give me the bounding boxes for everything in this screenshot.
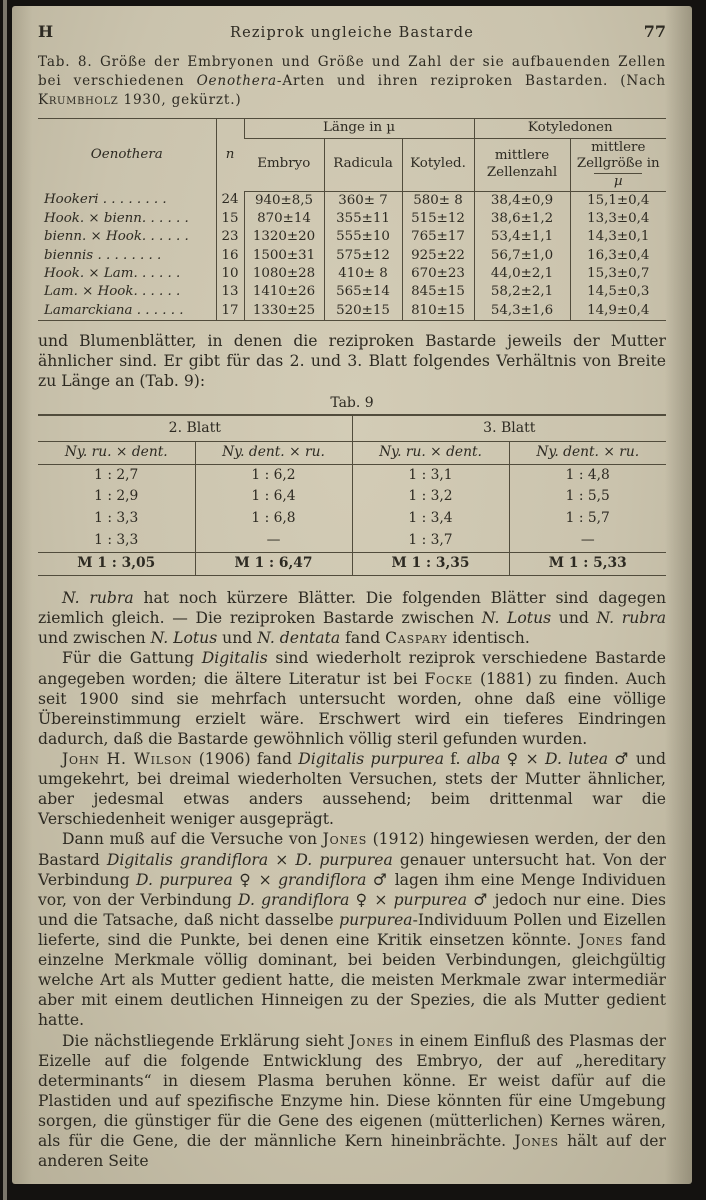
ratio-cell: 1 : 5,5 <box>509 486 666 508</box>
col-header-kotyled: Kotyled. <box>402 138 474 191</box>
ratio-cell: 1 : 3,4 <box>352 508 509 530</box>
signature-mark: H <box>38 22 54 41</box>
paragraph-rubra: N. rubra hat noch kürzere Blätter. Die folgenden Blätter sind dagegen ziemlich gleich. — Die reziproken Bastarde zwischen N. Lotus und N. rubra und zwischen N. Lotus und N. dentata fand Caspary identisch. <box>38 589 667 648</box>
mean-cell: M 1 : 3,35 <box>352 553 509 576</box>
radicula-cell: 575±12 <box>324 247 402 265</box>
radicula-cell: 520±15 <box>324 302 402 321</box>
tab9-label: Tab. 9 <box>330 395 374 412</box>
running-title: Reziprok ungleiche Bastarde <box>230 25 474 41</box>
col-header-oenothera: Oenothera <box>90 147 163 163</box>
table-row <box>38 210 666 228</box>
col-group-laenge: Länge in µ <box>244 119 474 138</box>
col-header-zellgroesse-label: mittlere Zellgröße in <box>576 139 660 171</box>
zellgroesse-cell: 14,5±0,3 <box>570 283 666 301</box>
table-row <box>38 228 666 246</box>
col-header-n: n <box>216 119 244 191</box>
n-cell: 15 <box>216 210 244 228</box>
radicula-cell: 555±10 <box>324 228 402 246</box>
table-row <box>38 191 666 210</box>
col-group-blatt-2: 2. Blatt <box>38 415 352 441</box>
ratio-cell: 1 : 6,8 <box>195 508 352 530</box>
tab9-header-row-1 <box>38 415 666 441</box>
col-header-dent-ru-2: Ny. dent. × ru. <box>195 441 352 464</box>
ratio-cell: 1 : 5,7 <box>509 508 666 530</box>
ratio-cell: 1 : 6,4 <box>195 486 352 508</box>
zellgroesse-cell: 15,1±0,4 <box>570 191 666 210</box>
mean-cell: M 1 : 6,47 <box>195 553 352 576</box>
paragraph-continuation: und Blumenblätter, in denen die reziproken Bastarde jeweils der Mutter ähnlicher sind. Er gibt für das 2. und 3. Blatt folgendes Verhältnis von Breite zu Länge an (Tab. 9): <box>38 332 666 391</box>
zellenzahl-cell: 44,0±2,1 <box>474 265 570 283</box>
mean-cell: M 1 : 5,33 <box>509 553 666 576</box>
col-group-kotyledonen: Kotyledonen <box>474 119 666 138</box>
running-head <box>38 22 666 41</box>
col-header-ru-dent-3: Ny. ru. × dent. <box>352 441 509 464</box>
col-group-blatt-3: 3. Blatt <box>352 415 666 441</box>
ratio-cell: 1 : 3,1 <box>352 464 509 486</box>
zellgroesse-cell: 16,3±0,4 <box>570 247 666 265</box>
kotyled-cell: 515±12 <box>402 210 474 228</box>
mean-cell: M 1 : 3,05 <box>38 553 195 576</box>
n-cell: 24 <box>216 191 244 210</box>
species-cell: Lam. × Hook. . . . . . <box>44 284 181 300</box>
radicula-cell: 355±11 <box>324 210 402 228</box>
paragraph-digitalis: Für die Gattung Digitalis sind wiederholt reziprok verschiedene Bastarde angegeben worden; die ältere Literatur ist bei Focke (1881) zu finden. Auch seit 1900 sind sie mehrfach untersucht worden, ohne daß eine völlige Übereinstimmung erzielt wäre. Erschwert wird ein tieferes Eindringen dadurch, daß die Bastarde gewöhnlich völlig steril gefunden wurden. <box>38 649 666 748</box>
species-cell: Hookeri . . . . . . . . <box>44 192 167 208</box>
n-cell: 17 <box>216 302 244 321</box>
table-row <box>38 302 666 321</box>
embryo-cell: 1320±20 <box>244 228 324 246</box>
zellgroesse-cell: 14,9±0,4 <box>570 302 666 321</box>
n-cell: 23 <box>216 228 244 246</box>
table-row <box>38 265 666 283</box>
tab8-table <box>38 118 666 321</box>
species-cell: biennis . . . . . . . . <box>44 247 162 263</box>
zellgroesse-cell: 15,3±0,7 <box>570 265 666 283</box>
col-header-dent-ru-3: Ny. dent. × ru. <box>509 441 666 464</box>
paragraph-jones-plasma: Die nächstliegende Erklärung sieht Jones in einem Einfluß des Plasmas der Eizelle auf die folgende Entwicklung des Embryo, der auf „hereditary determinants“ in diesem Plasma beruhen könne. Er weist dafür auf die Plastiden und auf spezifische Enzyme hin. Diese könnten für eine Umgebung sorgen, die günstiger für die Gene des eigenen (mütterlichen) Kernes wären, als für die Gene, die der männliche Kern hineinbrächte. Jones hält auf der anderen Seite <box>38 1031 667 1171</box>
n-cell: 13 <box>216 283 244 301</box>
col-header-mu: µ <box>594 173 642 189</box>
table-row <box>38 283 666 301</box>
table-row <box>38 464 666 486</box>
body-text <box>38 588 666 1171</box>
species-cell: Hook. × bienn. . . . . . <box>44 211 189 227</box>
embryo-cell: 1500±31 <box>244 247 324 265</box>
tab8-caption: Tab. 8. Größe der Embryonen und Größe und Zahl der sie aufbauenden Zellen bei verschiedenen Oenothera-Arten und ihren reziproken Bastarden. (Nach Krumbholz 1930, gekürzt.) <box>38 54 666 108</box>
embryo-cell: 1080±28 <box>244 265 324 283</box>
zellenzahl-cell: 38,4±0,9 <box>474 191 570 210</box>
table-row <box>38 486 666 508</box>
kotyled-cell: 670±23 <box>402 265 474 283</box>
tab9-table <box>38 414 666 576</box>
radicula-cell: 360± 7 <box>324 191 402 210</box>
species-cell: bienn. × Hook. . . . . . <box>44 229 189 245</box>
mean-row <box>38 553 666 576</box>
ratio-cell: 1 : 3,2 <box>352 486 509 508</box>
kotyled-cell: 810±15 <box>402 302 474 321</box>
ratio-cell: 1 : 4,8 <box>509 464 666 486</box>
zellenzahl-cell: 54,3±1,6 <box>474 302 570 321</box>
kotyled-cell: 765±17 <box>402 228 474 246</box>
radicula-cell: 410± 8 <box>324 265 402 283</box>
scan-gutter-highlight <box>3 0 7 1200</box>
zellenzahl-cell: 56,7±1,0 <box>474 247 570 265</box>
tab8-header-row-1 <box>38 119 666 138</box>
table-row <box>38 530 666 552</box>
n-cell: 10 <box>216 265 244 283</box>
ratio-cell: 1 : 3,3 <box>94 510 139 527</box>
kotyled-cell: 925±22 <box>402 247 474 265</box>
tab9-header-row-2 <box>38 441 666 464</box>
species-cell: Hook. × Lam. . . . . . <box>44 266 181 282</box>
ratio-cell: 1 : 2,7 <box>94 466 139 483</box>
zellgroesse-cell: 14,3±0,1 <box>570 228 666 246</box>
kotyled-cell: 580± 8 <box>402 191 474 210</box>
ratio-cell: 1 : 3,3 <box>94 532 139 549</box>
radicula-cell: 565±14 <box>324 283 402 301</box>
kotyled-cell: 845±15 <box>402 283 474 301</box>
zellenzahl-cell: 53,4±1,1 <box>474 228 570 246</box>
ratio-cell: — <box>509 530 666 552</box>
table-row <box>38 247 666 265</box>
ratio-cell: 1 : 6,2 <box>195 464 352 486</box>
paragraph-wilson: John H. Wilson (1906) fand Digitalis purpurea f. alba ♀ × D. lutea ♂ und umgekehrt, bei dreimal wiederholten Versuchen, stets der Mutter ähnlicher, aber jedesmal etwas anders aussehend; beim drittenmal war die Verschiedenheit weniger ausgeprägt. <box>38 750 666 829</box>
col-header-ru-dent-2: Ny. ru. × dent. <box>38 441 195 464</box>
paragraph-jones: Dann muß auf die Versuche von Jones (1912) hingewiesen werden, der den Bastard Digitalis grandiflora × D. purpurea genauer untersucht hat. Von der Verbindung D. purpurea ♀ × grandiflora ♂ lagen ihm eine Menge Individuen vor, von der Verbindung D. grandiflora ♀ × purpurea ♂ jedoch nur eine. Dies und die Tatsache, daß nicht dasselbe purpurea-Individuum Pollen und Eizellen lieferte, sind die Punkte, bei denen eine Kritik einsetzen könnte. Jones fand einzelne Merkmale völlig dominant, bei beiden Verbindungen, gleichgültig welche Art als Mutter gedient hatte, die meisten Merkmale zwar intermediär aber mit einem deutlichen Hinneigen zu der Spezies, die als Mutter gedient hatte. <box>38 830 667 1030</box>
embryo-cell: 940±8,5 <box>244 191 324 210</box>
species-cell: Lamarckiana . . . . . . <box>44 302 184 318</box>
table-row <box>38 508 666 530</box>
zellenzahl-cell: 38,6±1,2 <box>474 210 570 228</box>
ratio-cell: 1 : 3,7 <box>352 530 509 552</box>
page-number: 77 <box>643 22 666 41</box>
col-header-zellenzahl: mittlere Zellenzahl <box>474 138 570 191</box>
ratio-cell: 1 : 2,9 <box>94 488 139 505</box>
col-header-zellgroesse <box>570 138 666 191</box>
col-header-radicula: Radicula <box>324 138 402 191</box>
ratio-cell: — <box>195 530 352 552</box>
zellgroesse-cell: 13,3±0,4 <box>570 210 666 228</box>
col-header-embryo: Embryo <box>244 138 324 191</box>
embryo-cell: 1410±26 <box>244 283 324 301</box>
embryo-cell: 1330±25 <box>244 302 324 321</box>
n-cell: 16 <box>216 247 244 265</box>
embryo-cell: 870±14 <box>244 210 324 228</box>
zellenzahl-cell: 58,2±2,1 <box>474 283 570 301</box>
book-page <box>12 6 692 1184</box>
